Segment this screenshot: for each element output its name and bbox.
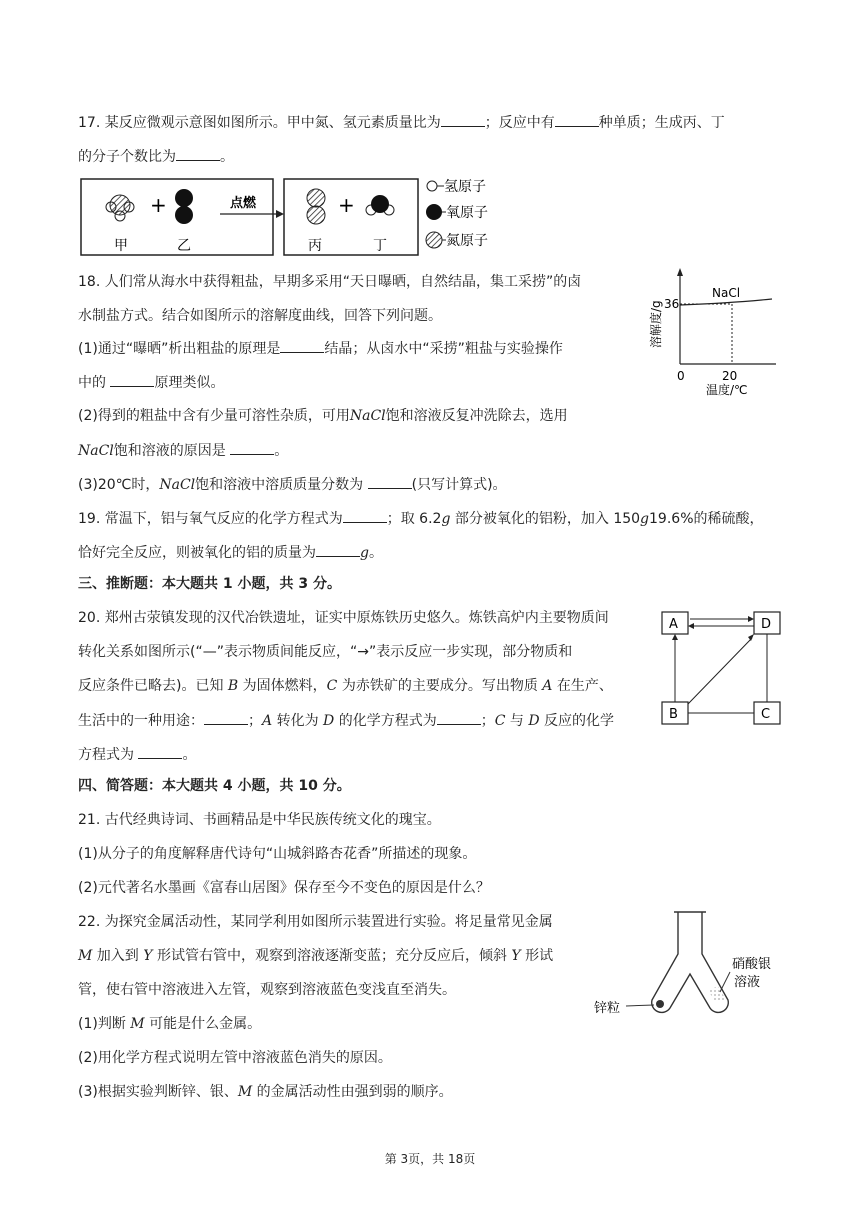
ammonia-molecule: [106, 195, 134, 221]
arrow-B-to-A-head: [672, 634, 678, 640]
q19-line-1: [78, 508, 764, 529]
q19-text: 6.2: [419, 511, 442, 527]
unit: g: [360, 545, 369, 561]
arrow-B-to-D: [688, 638, 752, 704]
q18-line-6: [78, 440, 288, 461]
legend: [426, 179, 488, 249]
q18-text: 。: [274, 443, 289, 459]
solution-label-1: 硝酸银: [732, 957, 772, 972]
q19-text: 150: [613, 511, 641, 527]
arrow-A-to-D-head: [748, 616, 754, 622]
section-4-heading: 四、简答题：本大题共 4 小题，共 10 分。: [78, 778, 351, 794]
x-tick-20: 20: [722, 369, 738, 383]
q22-text: 形试管右管中，观察到溶液逐渐变蓝；充分反应后，倾斜: [156, 948, 507, 964]
q20-text: 反应的化学: [544, 713, 615, 729]
var: B: [227, 678, 239, 694]
q22-text: 的金属活动性由强到弱的顺序。: [256, 1084, 453, 1100]
q18-text: 饱和溶液反复冲洗除去，选用: [385, 408, 568, 424]
answer-blank[interactable]: [316, 542, 360, 557]
solubility-chart: [640, 268, 780, 400]
q19-text: 19. 常温下，铝与氧气反应的化学方程式为: [78, 511, 343, 527]
q18-line-5: [78, 406, 568, 426]
q20-text: 20. 郑州古荥镇发现的汉代冶铁遗址，证实中原炼铁历史悠久。炼铁高炉内主要物质间: [78, 610, 609, 626]
q18-text: 中的: [78, 375, 106, 391]
zinc-granules: [656, 1000, 664, 1008]
label-bing: 丙: [308, 238, 322, 254]
answer-blank[interactable]: [204, 710, 248, 725]
arrow-D-to-A-head: [688, 623, 694, 629]
q18-line-4: [78, 372, 224, 393]
q17-text: 17. 某反应微观示意图如图所示。甲中氮、氢元素质量比为: [78, 115, 441, 131]
q20-text: 生活中的一种用途：: [78, 713, 204, 729]
q20-text: ；: [248, 713, 262, 729]
q22-text: 形试: [525, 948, 554, 964]
q19-text: 。: [368, 545, 383, 561]
iron-relation-diagram: [660, 606, 784, 730]
var: M: [78, 948, 93, 964]
q20-text: 转化为: [276, 713, 319, 729]
q19-text: ；取: [386, 511, 415, 527]
q17-text: ；反应中有: [484, 115, 555, 131]
zinc-pointer: [626, 1005, 654, 1006]
q18-text: (只写计算式)。: [411, 477, 507, 493]
arrow-B-to-D-head: [748, 634, 754, 641]
node-C: C: [761, 707, 771, 722]
label-jia: 甲: [114, 238, 128, 254]
section-3-heading: 三、推断题：本大题共 1 小题，共 3 分。: [78, 576, 341, 592]
q17-line-1: [78, 112, 725, 133]
q22-line-3: 管，使右管中溶液进入左管，观察到溶液蓝色变浅直至消失。: [78, 982, 456, 998]
var: A: [262, 713, 273, 729]
plus-sign: +: [338, 193, 355, 217]
y-axis-label: 溶解度/g: [649, 300, 663, 348]
q20-text: 转化关系如图所示(“—”表示物质间能反应，“→”表示反应一步实现，部分物质和: [78, 644, 573, 660]
formula: NaCl: [349, 408, 386, 424]
answer-blank[interactable]: [343, 508, 387, 523]
q22-text: 加入到: [96, 948, 139, 964]
q17-text: 。: [220, 149, 234, 165]
q18-text: 原理类似。: [154, 375, 225, 391]
zinc-label: 锌粒: [594, 1001, 621, 1016]
q19-text: 恰好完全反应，则被氧化的铝的质量为: [78, 545, 316, 561]
answer-blank[interactable]: [437, 710, 481, 725]
var: Y: [143, 948, 153, 964]
label-yi: 乙: [177, 238, 191, 254]
q20-line-2: [78, 642, 572, 662]
x-tick-0: 0: [677, 369, 685, 383]
var: C: [326, 678, 338, 694]
q18-text: (2)得到的粗盐中含有少量可溶性杂质，可用: [78, 408, 350, 424]
node-B: B: [669, 707, 678, 722]
q18-text: 水制盐方式。结合如图所示的溶解度曲线，回答下列问题。: [78, 308, 442, 324]
legend-nitrogen: 氮原子: [446, 233, 488, 249]
q17-text: 种单质；生成丙、丁: [598, 115, 725, 131]
q18-line-3: [78, 338, 563, 359]
q20-text: 。: [182, 747, 197, 763]
solution-pointer: [720, 972, 730, 992]
answer-blank[interactable]: [555, 112, 599, 127]
var: D: [528, 713, 540, 729]
q20-text: 为赤铁矿的主要成分。写出物质: [341, 678, 538, 694]
var: Y: [511, 948, 521, 964]
q18-text: 饱和溶液中溶质质量分数为: [195, 477, 364, 493]
y-axis-arrow: [677, 268, 683, 276]
answer-blank[interactable]: [230, 440, 274, 455]
var: A: [542, 678, 553, 694]
var: M: [237, 1084, 253, 1100]
formula: NaCl: [159, 477, 196, 493]
q20-line-3: [78, 676, 613, 696]
q20-line-5: [78, 744, 196, 765]
unit: g: [640, 511, 650, 527]
q18-line-2: [78, 306, 442, 326]
node-D: D: [761, 617, 772, 632]
answer-blank[interactable]: [138, 744, 182, 759]
q17-line-2: [78, 146, 234, 167]
q18-text: (1)通过“曝晒”析出粗盐的原理是: [78, 341, 281, 357]
nitrogen-molecule: [307, 189, 325, 224]
q20-text: 反应条件已略去)。已知: [78, 678, 224, 694]
arrow-label: 点燃: [230, 196, 257, 211]
q18-line-7: [78, 474, 507, 495]
q21-line-1: 21. 古代经典诗词、书画精品是中华民族传统文化的瑰宝。: [78, 812, 441, 828]
legend-hydrogen: 氢原子: [444, 179, 486, 195]
series-label: NaCl: [712, 286, 741, 300]
var: C: [494, 713, 506, 729]
q22-text: 可能是什么金属。: [149, 1016, 262, 1032]
q19-text: 部分被氧化的铝粉，加入: [454, 511, 609, 527]
solution-label-2: 溶液: [734, 975, 761, 990]
q22-line-4: [78, 1014, 261, 1034]
answer-blank[interactable]: [176, 146, 220, 161]
q19-text: 19.6%的稀硫酸，: [649, 511, 764, 527]
water-molecule: [366, 195, 394, 215]
q18-text: 饱和溶液的原因是: [113, 443, 226, 459]
q20-text: 方程式为: [78, 747, 134, 763]
q22-text: (1)判断: [78, 1016, 126, 1032]
q22-line-6: [78, 1082, 453, 1102]
q18-line-1: [78, 272, 581, 292]
q20-line-1: [78, 608, 609, 628]
legend-oxygen: 氧原子: [446, 205, 488, 221]
x-axis-label: 温度/℃: [706, 383, 748, 397]
q22-line-1: 22. 为探究金属活动性，某同学利用如图所示装置进行实验。将足量常见金属: [78, 914, 553, 930]
q17-text: 的分子个数比为: [78, 149, 176, 165]
q19-line-2: [78, 542, 383, 563]
q20-text: 的化学方程式为: [338, 713, 437, 729]
unit: g: [441, 511, 451, 527]
product-box: [284, 179, 418, 255]
var: M: [130, 1016, 145, 1032]
reaction-arrow-head: [276, 210, 284, 218]
formula: NaCl: [78, 443, 114, 459]
y-tube-apparatus: [590, 906, 820, 1026]
q22-text: (3)根据实验判断锌、银、: [78, 1084, 238, 1100]
answer-blank[interactable]: [280, 338, 324, 353]
q20-line-4: [78, 710, 614, 731]
q18-text: (3)20℃时，: [78, 477, 160, 493]
q21-line-2: (1)从分子的角度解释唐代诗句“山城斜路杏花香”所描述的现象。: [78, 846, 477, 862]
node-A: A: [669, 617, 678, 632]
q20-text: 与: [509, 713, 524, 729]
page-footer: 第 3页，共 18页: [384, 1152, 476, 1166]
answer-blank[interactable]: [368, 474, 412, 489]
q20-text: 在生产、: [556, 678, 613, 694]
q22-line-2: [78, 946, 553, 966]
q18-text: 结晶；从卤水中“采捞”粗盐与实验操作: [324, 341, 563, 357]
q22-line-5: (2)用化学方程式说明左管中溶液蓝色消失的原因。: [78, 1050, 392, 1066]
plus-sign: +: [150, 193, 167, 217]
y-tick-label: 36: [664, 297, 680, 311]
answer-blank[interactable]: [110, 372, 154, 387]
answer-blank[interactable]: [441, 112, 485, 127]
q20-text: ；: [480, 713, 495, 729]
q18-text: 18. 人们常从海水中获得粗盐，早期多采用“天日曝晒，自然结晶，集工采捞”的卤: [78, 274, 582, 290]
reaction-diagram: [80, 174, 520, 258]
oxygen-molecule: [175, 189, 193, 224]
label-ding: 丁: [373, 238, 387, 254]
var: D: [323, 713, 335, 729]
q21-line-3: (2)元代著名水墨画《富春山居图》保存至今不变色的原因是什么？: [78, 880, 490, 896]
q20-text: 为固体燃料，: [242, 678, 327, 694]
